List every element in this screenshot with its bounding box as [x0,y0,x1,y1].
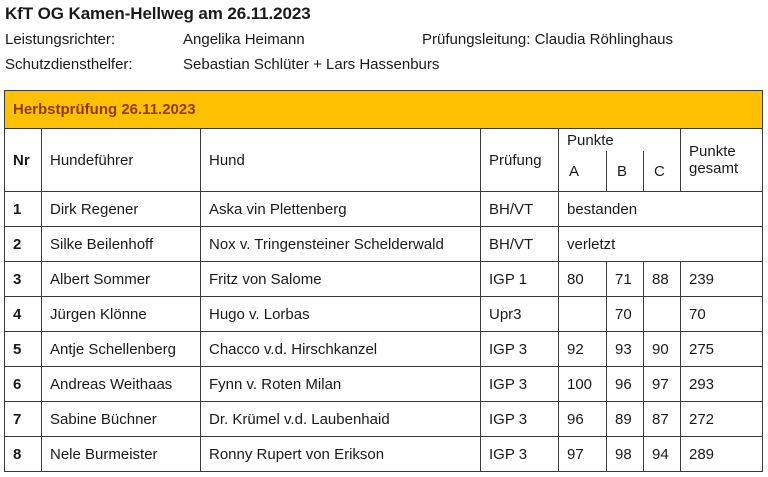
row-points-c: 97 [644,367,681,402]
header-exam: Prüfung [481,129,559,192]
row-dog: Aska vin Plettenberg [201,192,481,227]
schutzdienst-value: Sebastian Schlüter + Lars Hassenburs [183,56,440,73]
row-exam: IGP 1 [481,262,559,297]
table-row [5,297,763,332]
table-row [5,367,763,402]
row-nr: 6 [5,367,42,402]
row-nr: 7 [5,402,42,437]
row-dog: Ronny Rupert von Erikson [201,437,481,472]
table-row [5,402,763,437]
row-points-b: 96 [607,367,644,402]
table-banner: Herbstprüfung 26.11.2023 [5,91,763,129]
table-row [5,192,763,227]
row-points-b: 70 [607,297,644,332]
row-points-a: 92 [559,332,607,367]
leistungsrichter-label: Leistungsrichter: [5,31,116,48]
row-nr: 3 [5,262,42,297]
row-dog: Nox v. Tringensteiner Schelderwald [201,227,481,262]
row-handler: Jürgen Klönne [42,297,201,332]
row-nr: 2 [5,227,42,262]
row-exam: IGP 3 [481,402,559,437]
row-handler: Andreas Weithaas [42,367,201,402]
header-total-line2: gesamt [689,160,739,177]
row-dog: Dr. Krümel v.d. Laubenhaid [201,402,481,437]
row-points-a [559,297,607,332]
row-handler: Silke Beilenhoff [42,227,201,262]
table-row [5,437,763,472]
row-exam: BH/VT [481,227,559,262]
row-exam: BH/VT [481,192,559,227]
header-dog: Hund [201,129,481,192]
header-total-line1: Punkte [689,143,736,160]
row-total: 70 [681,297,763,332]
header-points-c: C [644,151,681,192]
row-total: 289 [681,437,763,472]
header-total [681,129,763,192]
header-points-b: B [607,151,644,192]
row-nr: 8 [5,437,42,472]
header-points: Punkte [559,129,681,152]
schutzdienst-label: Schutzdiensthelfer: [5,56,133,73]
pruefungsleitung: Prüfungsleitung: Claudia Röhlinghaus [422,31,674,48]
table-row [5,332,763,367]
row-result: verletzt [559,227,763,262]
row-exam: IGP 3 [481,332,559,367]
row-exam: IGP 3 [481,367,559,402]
row-points-a: 97 [559,437,607,472]
row-points-c: 87 [644,402,681,437]
results-table [4,90,763,472]
leistungsrichter-value: Angelika Heimann [183,31,305,48]
table-row [5,262,763,297]
row-points-c: 88 [644,262,681,297]
row-points-b: 98 [607,437,644,472]
row-points-a: 80 [559,262,607,297]
row-handler: Antje Schellenberg [42,332,201,367]
row-points-c: 90 [644,332,681,367]
row-total: 293 [681,367,763,402]
row-total: 272 [681,402,763,437]
row-points-b: 93 [607,332,644,367]
row-handler: Dirk Regener [42,192,201,227]
row-handler: Nele Burmeister [42,437,201,472]
row-dog: Chacco v.d. Hirschkanzel [201,332,481,367]
row-handler: Sabine Büchner [42,402,201,437]
row-points-b: 89 [607,402,644,437]
row-points-c [644,297,681,332]
table-row [5,227,763,262]
row-total: 275 [681,332,763,367]
row-dog: Fritz von Salome [201,262,481,297]
header-nr: Nr [5,129,42,192]
row-total: 239 [681,262,763,297]
row-dog: Hugo v. Lorbas [201,297,481,332]
row-handler: Albert Sommer [42,262,201,297]
header-points-a: A [559,151,607,192]
row-points-a: 96 [559,402,607,437]
row-nr: 1 [5,192,42,227]
row-points-a: 100 [559,367,607,402]
row-exam: IGP 3 [481,437,559,472]
row-exam: Upr3 [481,297,559,332]
row-nr: 5 [5,332,42,367]
table-banner-row [5,91,763,129]
row-dog: Fynn v. Roten Milan [201,367,481,402]
row-points-b: 71 [607,262,644,297]
row-nr: 4 [5,297,42,332]
row-points-c: 94 [644,437,681,472]
header-handler: Hundeführer [42,129,201,192]
page-title: KfT OG Kamen-Hellweg am 26.11.2023 [5,4,311,23]
row-result: bestanden [559,192,763,227]
header-row [5,129,763,152]
